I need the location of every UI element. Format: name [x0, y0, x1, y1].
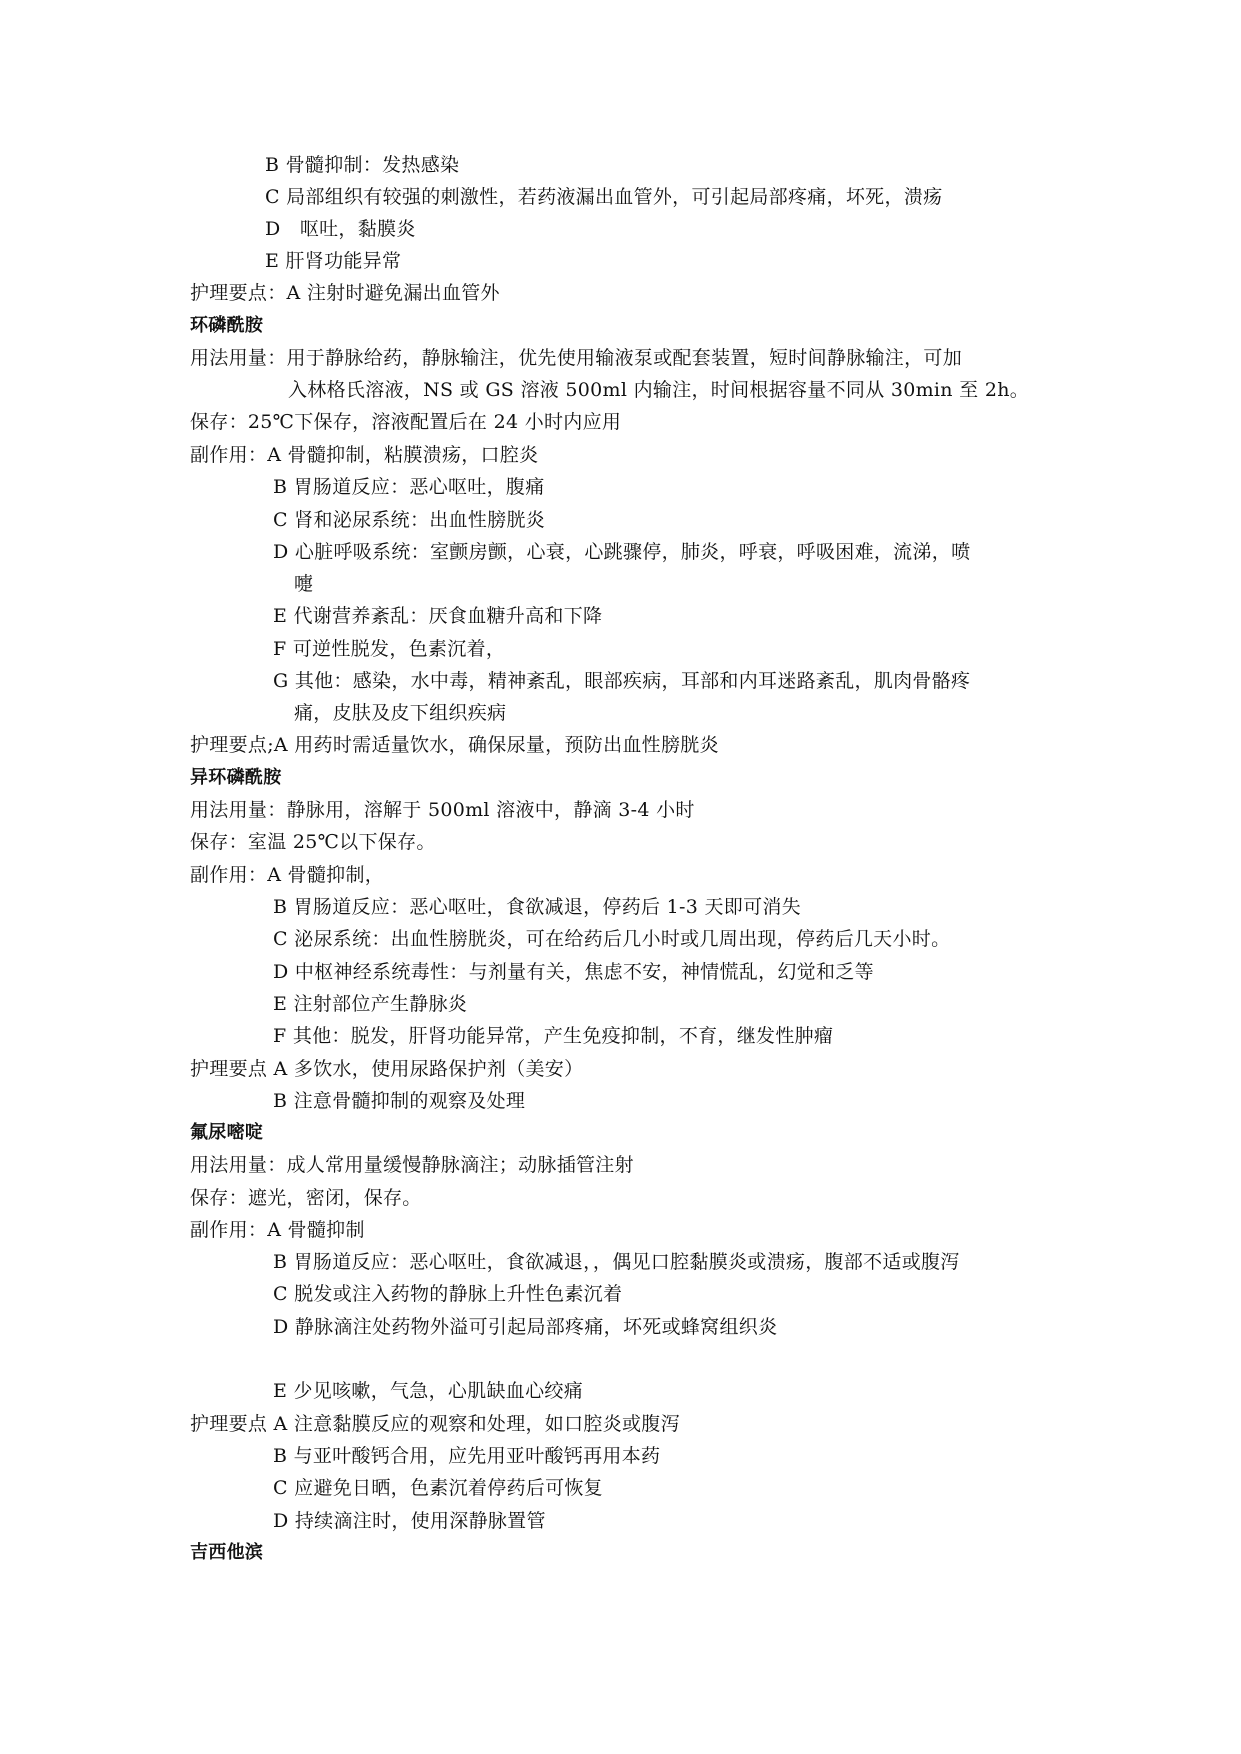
text-line: 副作用：A 骨髓抑制，: [190, 864, 385, 886]
text-line: F 可逆性脱发，色素沉着，: [273, 638, 506, 660]
section-heading: 异环磷酰胺: [190, 767, 282, 788]
text-line: B 与亚叶酸钙合用，应先用亚叶酸钙再用本药: [273, 1445, 661, 1467]
text-line: C 局部组织有较强的刺激性，若药液漏出血管外，可引起局部疼痛，坏死，溃疡: [265, 186, 943, 208]
text-line: D 呕吐，黏膜炎: [265, 218, 416, 240]
text-line: G 其他：感染，水中毒，精神紊乱，眼部疾病，耳部和内耳迷路紊乱，肌肉骨骼疼: [273, 670, 971, 692]
text-line: D 心脏呼吸系统：室颤房颤，心衰，心跳骤停，肺炎，呼衰，呼吸困难，流涕，喷: [273, 541, 971, 563]
text-line: E 少见咳嗽，气急，心肌缺血心绞痛: [273, 1380, 584, 1402]
text-line: 保存：25℃下保存，溶液配置后在 24 小时内应用: [190, 411, 622, 433]
section-heading: 环磷酰胺: [190, 315, 264, 336]
text-line: B 胃肠道反应：恶心呕吐，食欲减退，停药后 1-3 天即可消失: [273, 896, 801, 918]
text-line: C 脱发或注入药物的静脉上升性色素沉着: [273, 1283, 623, 1305]
text-line: 入林格氏溶液，NS 或 GS 溶液 500ml 内输注，时间根据容量不同从 30min 至 2h。: [288, 379, 1030, 401]
text-line: E 肝肾功能异常: [265, 250, 402, 272]
text-line: 护理要点 A 多饮水，使用尿路保护剂（美安）: [190, 1058, 584, 1080]
text-line: D 中枢神经系统毒性：与剂量有关，焦虑不安，神情慌乱，幻觉和乏等: [273, 961, 874, 983]
text-line: B 注意骨髓抑制的观察及处理: [273, 1090, 526, 1112]
text-line: E 注射部位产生静脉炎: [273, 993, 468, 1015]
text-line: D 持续滴注时，使用深静脉置管: [273, 1510, 546, 1532]
text-line: 用法用量：用于静脉给药，静脉输注，优先使用输液泵或配套装置，短时间静脉输注，可加: [190, 347, 963, 369]
section-heading: 氟尿嘧啶: [190, 1122, 264, 1143]
text-line: B 骨髓抑制：发热感染: [265, 154, 460, 176]
text-line: 副作用：A 骨髓抑制: [190, 1219, 365, 1241]
text-line: 保存：室温 25℃以下保存。: [190, 831, 436, 853]
text-line: 护理要点 A 注意黏膜反应的观察和处理，如口腔炎或腹泻: [190, 1413, 680, 1435]
text-line: F 其他：脱发，肝肾功能异常，产生免疫抑制，不育，继发性肿瘤: [273, 1025, 834, 1047]
text-line: D 静脉滴注处药物外溢可引起局部疼痛，坏死或蜂窝组织炎: [273, 1316, 778, 1338]
text-line: 护理要点：A 注射时避免漏出血管外: [190, 282, 500, 304]
text-line: 保存：遮光，密闭，保存。: [190, 1187, 422, 1209]
text-line: 嚏: [294, 573, 314, 595]
text-line: C 应避免日晒，色素沉着停药后可恢复: [273, 1477, 603, 1499]
text-line: E 代谢营养紊乱：厌食血糖升高和下降: [273, 605, 603, 627]
text-line: 用法用量：成人常用量缓慢静脉滴注；动脉插管注射: [190, 1154, 634, 1176]
text-line: B 胃肠道反应：恶心呕吐，腹痛: [273, 476, 545, 498]
text-line: B 胃肠道反应：恶心呕吐，食欲减退，，偶见口腔黏膜炎或溃疡，腹部不适或腹泻: [273, 1251, 960, 1273]
text-line: C 肾和泌尿系统：出血性膀胱炎: [273, 509, 546, 531]
section-heading: 吉西他滨: [190, 1542, 264, 1563]
text-line: 护理要点;A 用药时需适量饮水，确保尿量，预防出血性膀胱炎: [190, 734, 719, 756]
text-line: C 泌尿系统：出血性膀胱炎，可在给药后几小时或几周出现，停药后几天小时。: [273, 928, 951, 950]
text-line: 用法用量：静脉用，溶解于 500ml 溶液中，静滴 3-4 小时: [190, 799, 695, 821]
text-line: 痛，皮肤及皮下组织疾病: [294, 702, 507, 724]
text-line: 副作用：A 骨髓抑制，粘膜溃疡，口腔炎: [190, 444, 539, 466]
